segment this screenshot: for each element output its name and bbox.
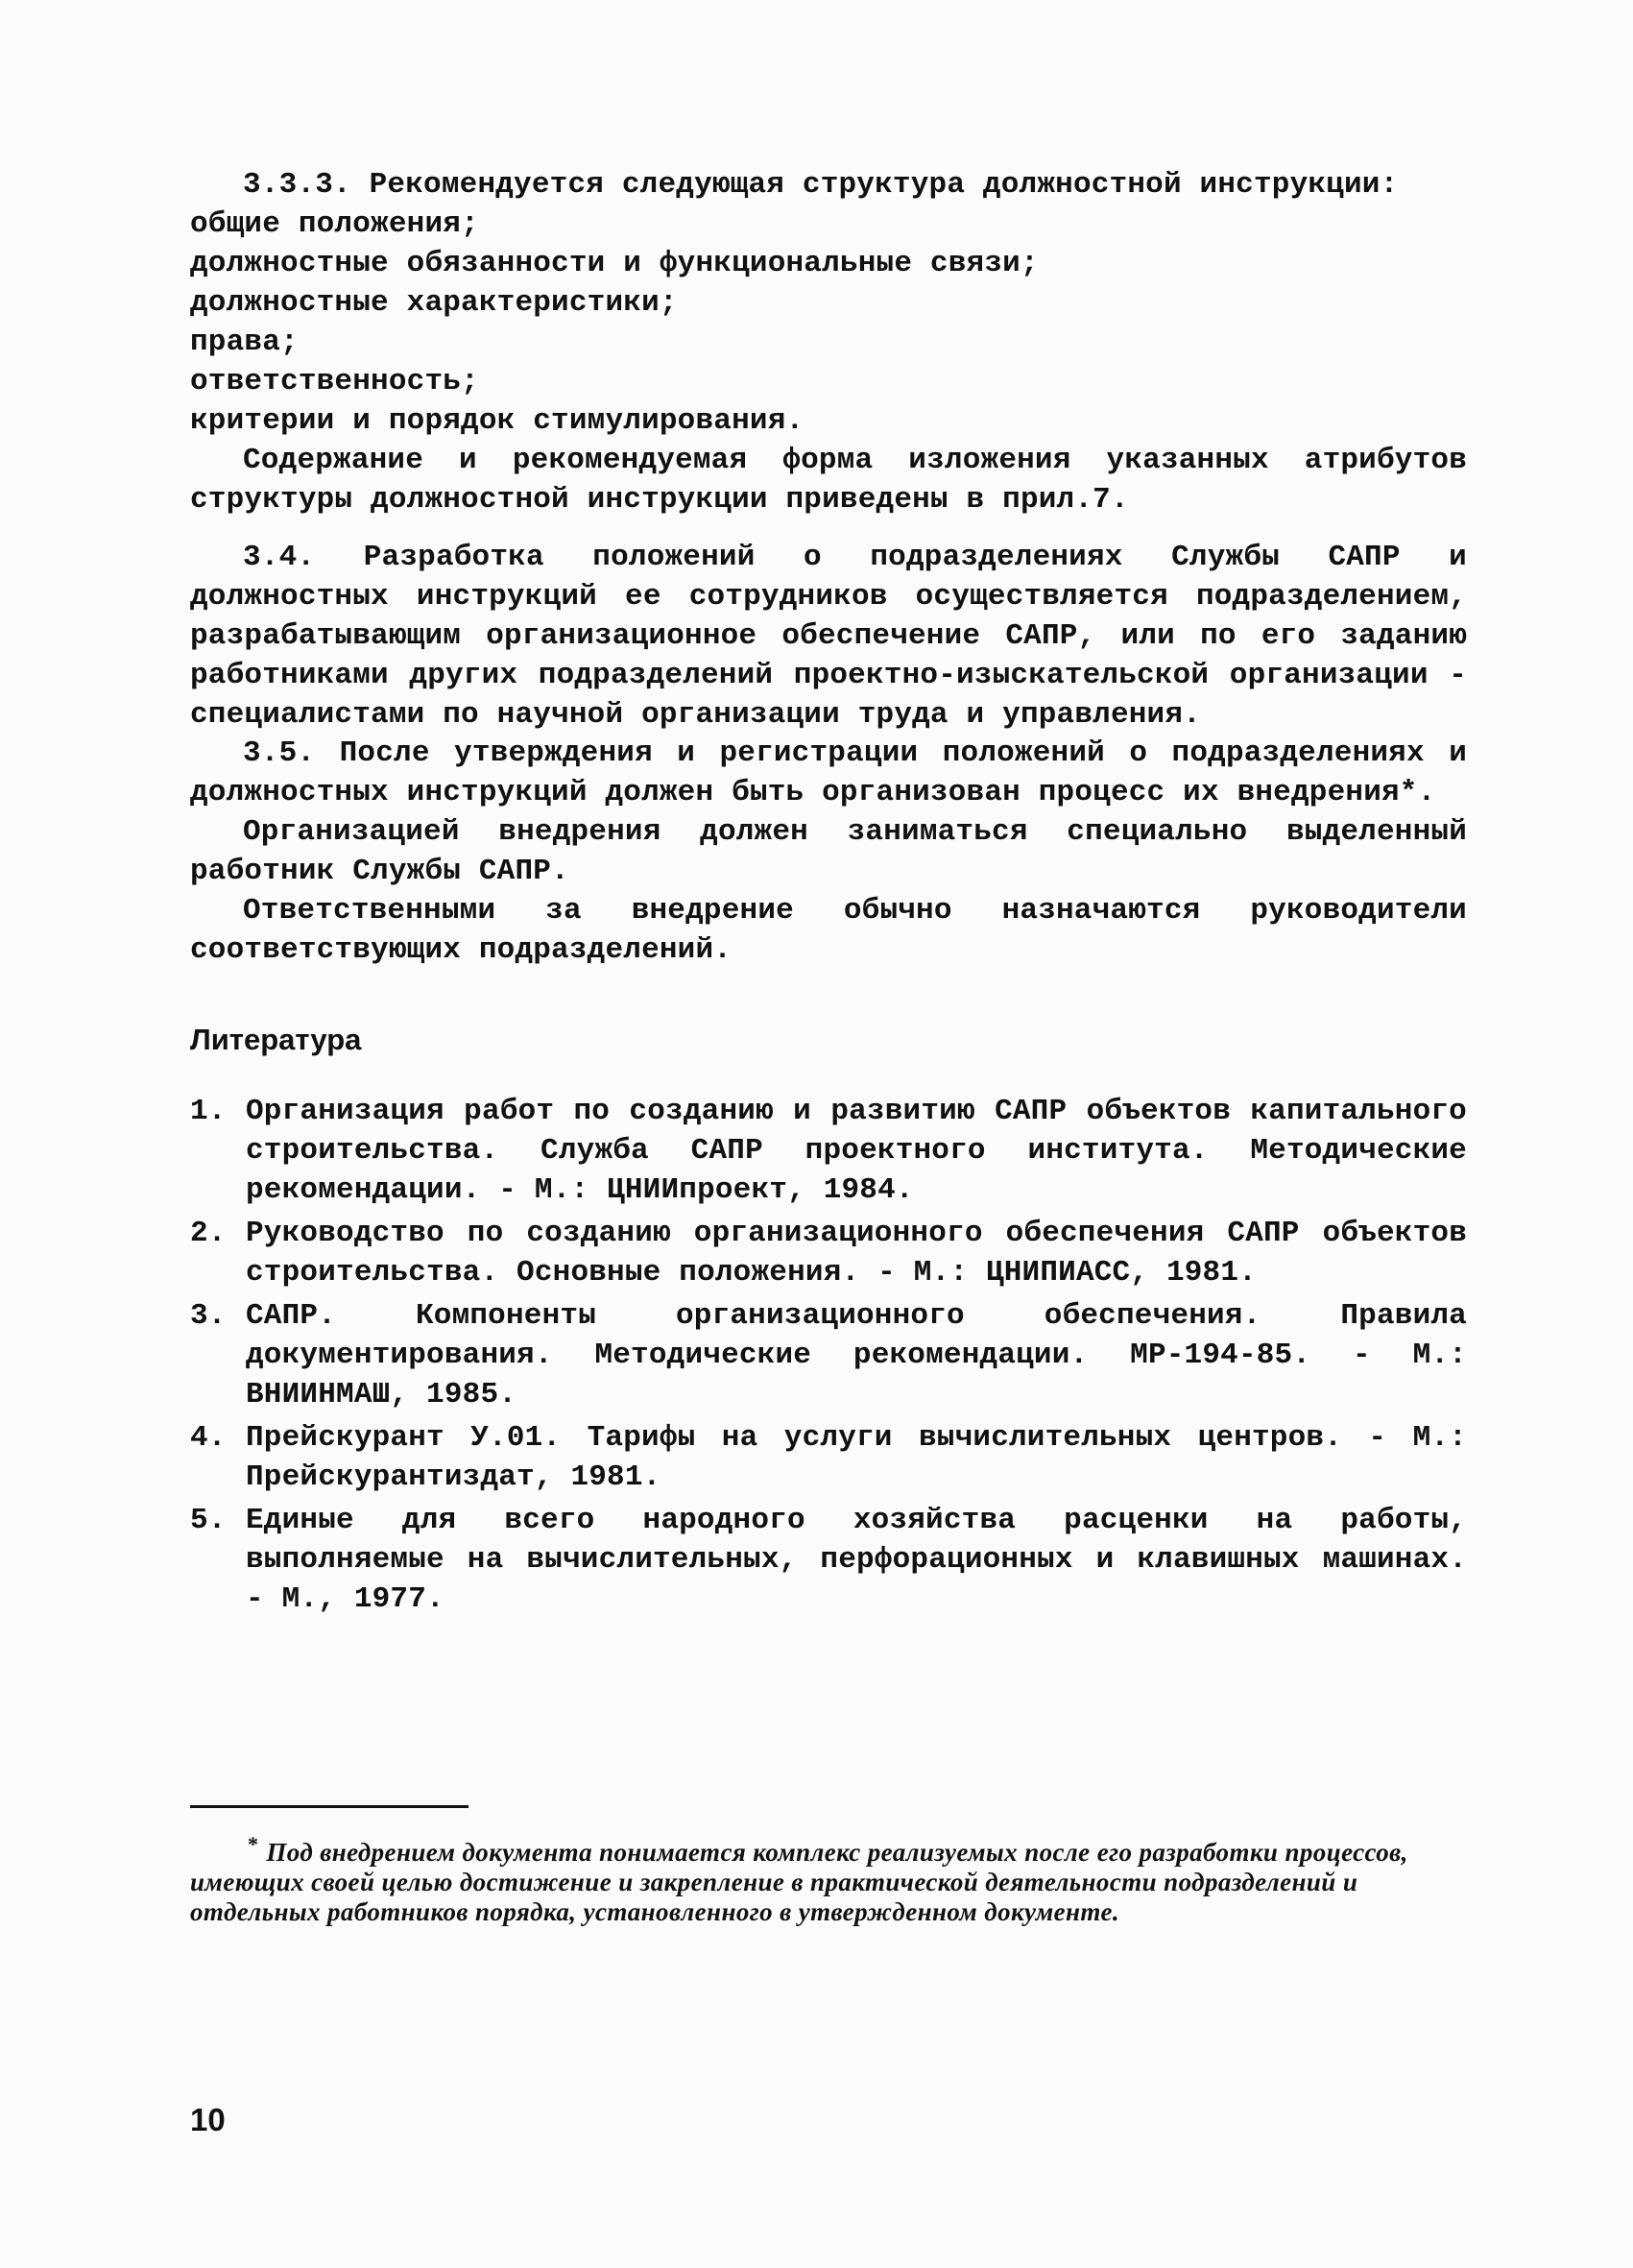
paragraph: Организацией внедрения должен заниматься специально выделенный работник Службы САПР. xyxy=(190,815,1467,888)
section-3-3-3 xyxy=(190,165,1467,519)
list-item-number: 3. xyxy=(190,1299,227,1333)
list-item xyxy=(190,1501,1467,1619)
footnote xyxy=(190,1829,1467,1927)
literature-heading: Литература xyxy=(190,1023,362,1056)
list-item xyxy=(190,1092,1467,1210)
list-item-number: 4. xyxy=(190,1421,227,1455)
list-item-text: Прейскурант У.01. Тарифы на услуги вычислительных центров. - М.: Прейскурантиздат, 1981. xyxy=(246,1421,1467,1494)
list-item-text: Организация работ по созданию и развитию САПР объектов капитального строительства. Служба САПР проектного института. Методические рекомендации. - М.: ЦНИИпроект, 1984. xyxy=(246,1095,1467,1207)
paragraph: 3.4. Разработка положений о подразделениях Службы САПР и должностных инструкций ее сотрудников осуществляется подразделением, разрабатывающим организационное обеспечение САПР, или по его заданию работниками других подразделений проектно-изыскательской организации - специалистами по научной организации труда и управления. xyxy=(190,541,1467,732)
literature-list xyxy=(190,1092,1467,1623)
list-item-number: 2. xyxy=(190,1217,227,1250)
list-item xyxy=(190,1296,1467,1414)
section-3-4 xyxy=(190,538,1467,735)
footnote-text: Под внедрением документа понимается комплекс реализуемых после его разработки процессов, имеющих своей целью достижение и закрепление в практической деятельности подразделений и отдельных работников порядка, установленного в утвержденном документе. xyxy=(190,1838,1408,1926)
paragraph: Содержание и рекомендуемая форма изложения указанных атрибутов структуры должностной инструкции приведены в прил.7. xyxy=(190,444,1467,517)
list-item xyxy=(190,1418,1467,1497)
list-item-text: Единые для всего народного хозяйства расценки на работы, выполняемые на вычислительных, перфорационных и клавишных машинах. - М., 1977. xyxy=(246,1504,1467,1616)
list-item: права; xyxy=(190,326,299,359)
paragraph: 3.5. После утверждения и регистрации положений о подразделениях и должностных инструкций должен быть организован процесс их внедрения*. xyxy=(190,736,1467,809)
list-item-text: Руководство по созданию организационного обеспечения САПР объектов строительства. Основные положения. - М.: ЦНИПИАСС, 1981. xyxy=(246,1217,1467,1290)
section-heading: 3.3.3. Рекомендуется следующая структура должностной инструкции: xyxy=(243,168,1399,202)
list-item-number: 5. xyxy=(190,1504,227,1537)
list-item xyxy=(190,1214,1467,1292)
section-3-5 xyxy=(190,734,1467,970)
page-number: 10 xyxy=(190,2102,226,2137)
list-item-text: САПР. Компоненты организационного обеспечения. Правила документирования. Методические рекомендации. МР-194-85. - М.: ВНИИНМАШ, 1985. xyxy=(246,1299,1467,1411)
paragraph: Ответственными за внедрение обычно назначаются руководители соответствующих подразделений. xyxy=(190,894,1467,967)
footnote-mark: * xyxy=(248,1832,259,1856)
list-item-number: 1. xyxy=(190,1095,227,1128)
footnote-divider xyxy=(190,1805,468,1808)
list-item: ответственность; xyxy=(190,365,479,398)
list-item: общие положения; xyxy=(190,207,479,241)
list-item: критерии и порядок стимулирования. xyxy=(190,404,804,438)
list-item: должностные характеристики; xyxy=(190,286,678,320)
list-item: должностные обязанности и функциональные связи; xyxy=(190,247,1039,280)
